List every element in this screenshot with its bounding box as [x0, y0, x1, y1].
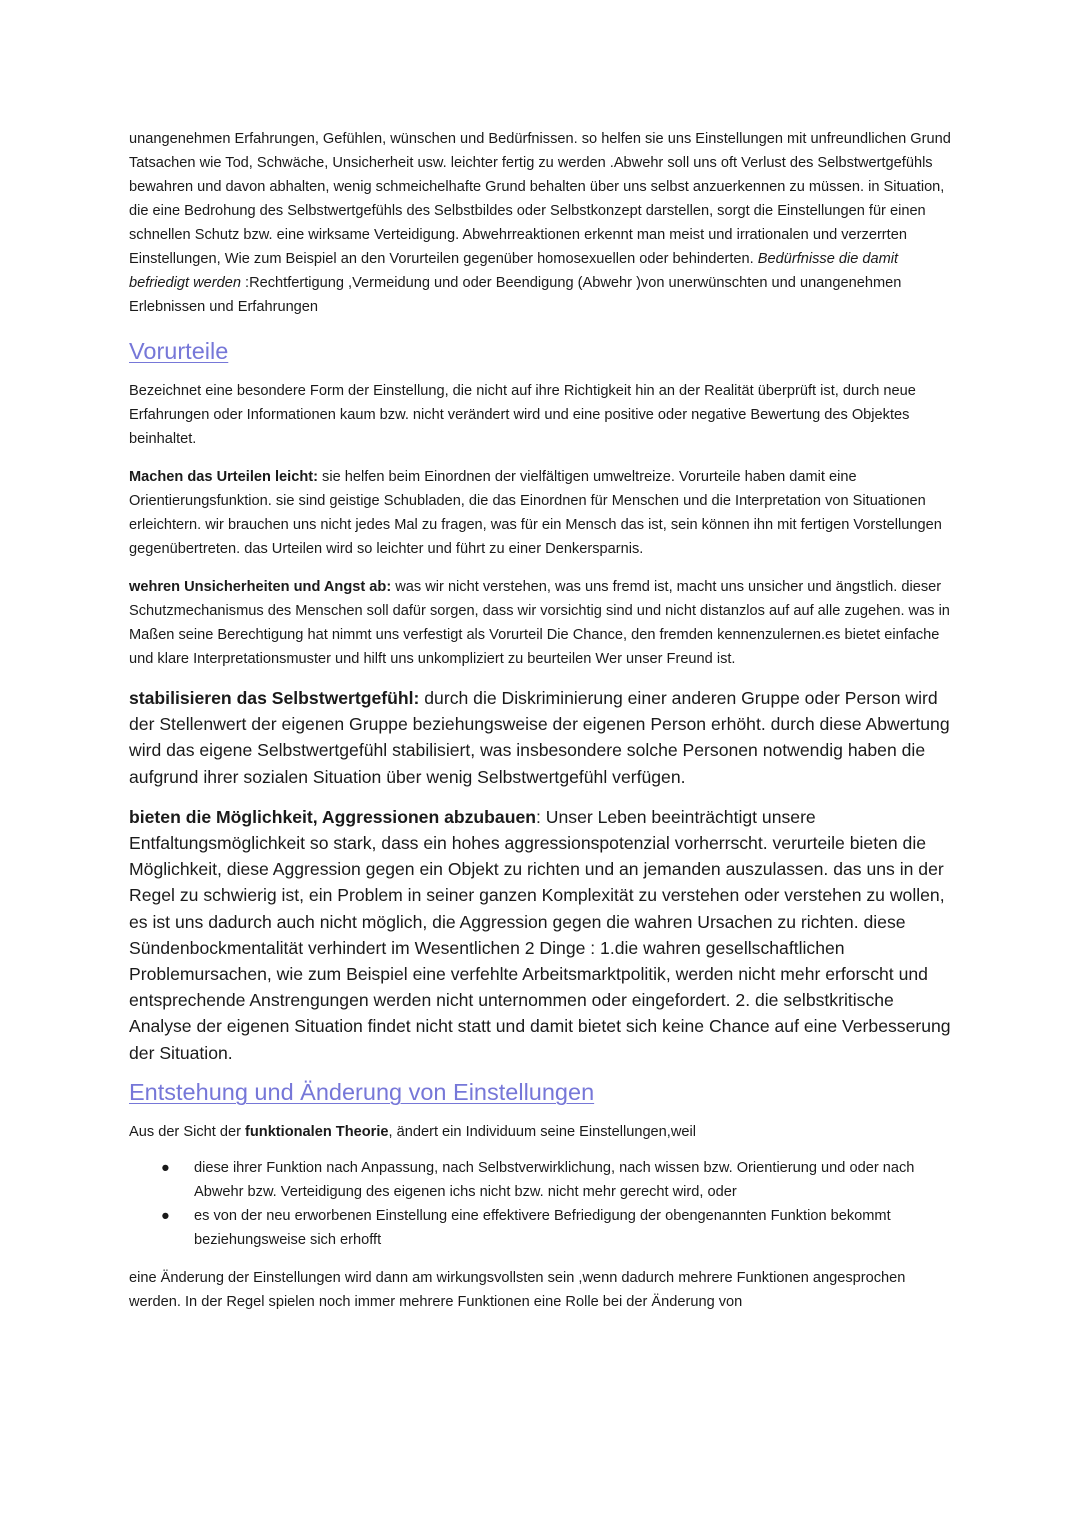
paragraph-aggressionen [129, 804, 959, 1066]
intro-italic-text: Bedürfnisse die damit befriedigt werden [129, 251, 899, 291]
paragraph-text: : Unser Leben beeinträchtigt unsere Entfaltungsmöglichkeit so stark, dass ein hohes aggressionspotenzial vorherrscht. verurteile bieten die Möglichkeit, diese Aggression gegen ein Objekt zu richten und an jemanden auszulassen. das uns in der Regel zu schwierig ist, ein Problem in seiner ganzen Komplexität zu verstehen oder verstehen zu wollen, es ist uns dadurch auch nicht möglich, die Aggression gegen die wahren Ursachen zu richten. diese Sündenbockmentalität verhindert im Wesentlichen 2 Dinge : 1.die wahren gesellschaftlichen Problemursachen, wie zum Beispiel eine verfehlte Arbeitsmarktpolitik, werden nicht mehr erforscht und entsprechende Anstrengungen werden nicht unternommen oder eingefordert. 2. die selbstkritische Analyse der eigenen Situation findet nicht statt und damit bietet sich keine Chance auf eine Verbesserung der Situation. [129, 806, 951, 1063]
paragraph-text: was wir nicht verstehen, was uns fremd ist, macht uns unsicher und ängstlich. dieser Schutzmechanismus des Menschen soll dafür sorgen, dass wir vorsichtig sind und nicht distanzlos auf auf alle zugehen. was in Maßen seine Berechtigung hat nimmt uns verfestigt als Vorurteil Die Chance, den fremden kennenzulernen.es bietet einfache und klare Interpretationsmuster und hilft uns unkompliziert zu beurteilen Wer unser Freund ist. [129, 579, 950, 667]
paragraph-lead-bold: Machen das Urteilen leicht: [129, 469, 318, 485]
intro-paragraph [129, 127, 959, 319]
intro-bold-term: funktionalen Theorie [245, 1123, 389, 1140]
paragraph-lead-bold: stabilisieren das Selbstwertgefühl: [129, 688, 420, 708]
intro-text-end: :Rechtfertigung ,Vermeidung und oder Beendigung (Abwehr )von unerwünschten und unangenehmen Erlebnissen und Erfahrungen [129, 275, 902, 315]
paragraph-unsicherheit-angst [129, 575, 959, 671]
paragraph-text: durch die Diskriminierung einer anderen Gruppe oder Person wird der Stellenwert der eigenen Gruppe beziehungsweise der eigenen Person erhöht. durch diese Abwertung wird das eigene Selbstwertgefühl stabilisiert, was insbesondere solche Personen notwendig haben die aufgrund ihrer sozialen Situation über wenig Selbstwertgefühl verfügen. [129, 688, 950, 787]
intro-text-end: , ändert ein Individuum seine Einstellungen,weil [388, 1123, 696, 1140]
paragraph-text: sie helfen beim Einordnen der vielfältigen umweltreize. Vorurteile haben damit eine Orientierungsfunktion. sie sind geistige Schubladen, die das Einordnen für Menschen und die Interpretation von Situationen erleichtern. wir brauchen uns nicht jedes Mal zu fragen, was für ein Mensch das ist, sein können ihn mit fertigen Vorstellungen gegenübertreten. das Urteilen wird so leichter und führt zu einer Denkersparnis. [129, 469, 942, 557]
bullet-icon: ● [161, 1207, 170, 1224]
heading-vorurteile: Vorurteile [129, 338, 229, 364]
list-item-text: es von der neu erworbenen Einstellung eine effektivere Befriedigung der obengenannten Funktion bekommt beziehungsweise sich erhofft [194, 1207, 891, 1248]
closing-paragraph: eine Änderung der Einstellungen wird dann am wirkungsvollsten sein ,wenn dadurch mehrere Funktionen angesprochen werden. In der Regel spielen noch immer mehrere Funktionen eine Rolle bei der Änderung von [129, 1269, 906, 1310]
document-page [129, 127, 959, 1314]
list-item [129, 1204, 959, 1252]
paragraph-urteilen-leicht [129, 465, 959, 561]
paragraph-lead-bold: bieten die Möglichkeit, Aggressionen abzubauen [129, 806, 536, 827]
vorurteile-definition: Bezeichnet eine besondere Form der Einstellung, die nicht auf ihre Richtigkeit hin an der Realität überprüft ist, durch neue Erfahrungen oder Informationen kaum bzw. nicht verändert wird und eine positive oder negative Bewertung des Objektes beinhaltet. [129, 383, 916, 447]
intro-text: Aus der Sicht der [129, 1123, 245, 1140]
intro-text: unangenehmen Erfahrungen, Gefühlen, wünschen und Bedürfnissen. so helfen sie uns Einstellungen mit unfreundlichen Grund Tatsachen wie Tod, Schwäche, Unsicherheit usw. leichter fertig zu werden .Abwehr soll uns oft Verlust des Selbstwertgefühls bewahren und davon abhalten, wenig schmeichelhafte Grund behalten über uns selbst anzuerkennen zu müssen. in Situation, die eine Bedrohung des Selbstwertgefühls des Selbstbildes oder Selbstkonzept darstellen, sorgt die Einstellungen für einen schnellen Schutz bzw. eine wirksame Verteidigung. Abwehrreaktionen erkennt man meist und irrationalen und verzerrten Einstellungen, Wie zum Beispiel an den Vorurteilen gegenüber homosexuellen oder behinderten. [129, 131, 951, 267]
heading-entstehung-aenderung: Entstehung und Änderung von Einstellungen [129, 1078, 595, 1105]
reasons-list [129, 1156, 959, 1252]
funktionale-theorie-intro [129, 1120, 959, 1144]
paragraph-lead-bold: wehren Unsicherheiten und Angst ab: [129, 579, 392, 595]
list-item-text: diese ihrer Funktion nach Anpassung, nach Selbstverwirklichung, nach wissen bzw. Orientierung und oder nach Abwehr bzw. Verteidigung des eigenen ichs nicht bzw. nicht mehr gerecht wird, oder [194, 1159, 915, 1200]
bullet-icon: ● [161, 1159, 170, 1176]
list-item [129, 1156, 959, 1204]
paragraph-selbstwertgefuehl [129, 685, 959, 790]
